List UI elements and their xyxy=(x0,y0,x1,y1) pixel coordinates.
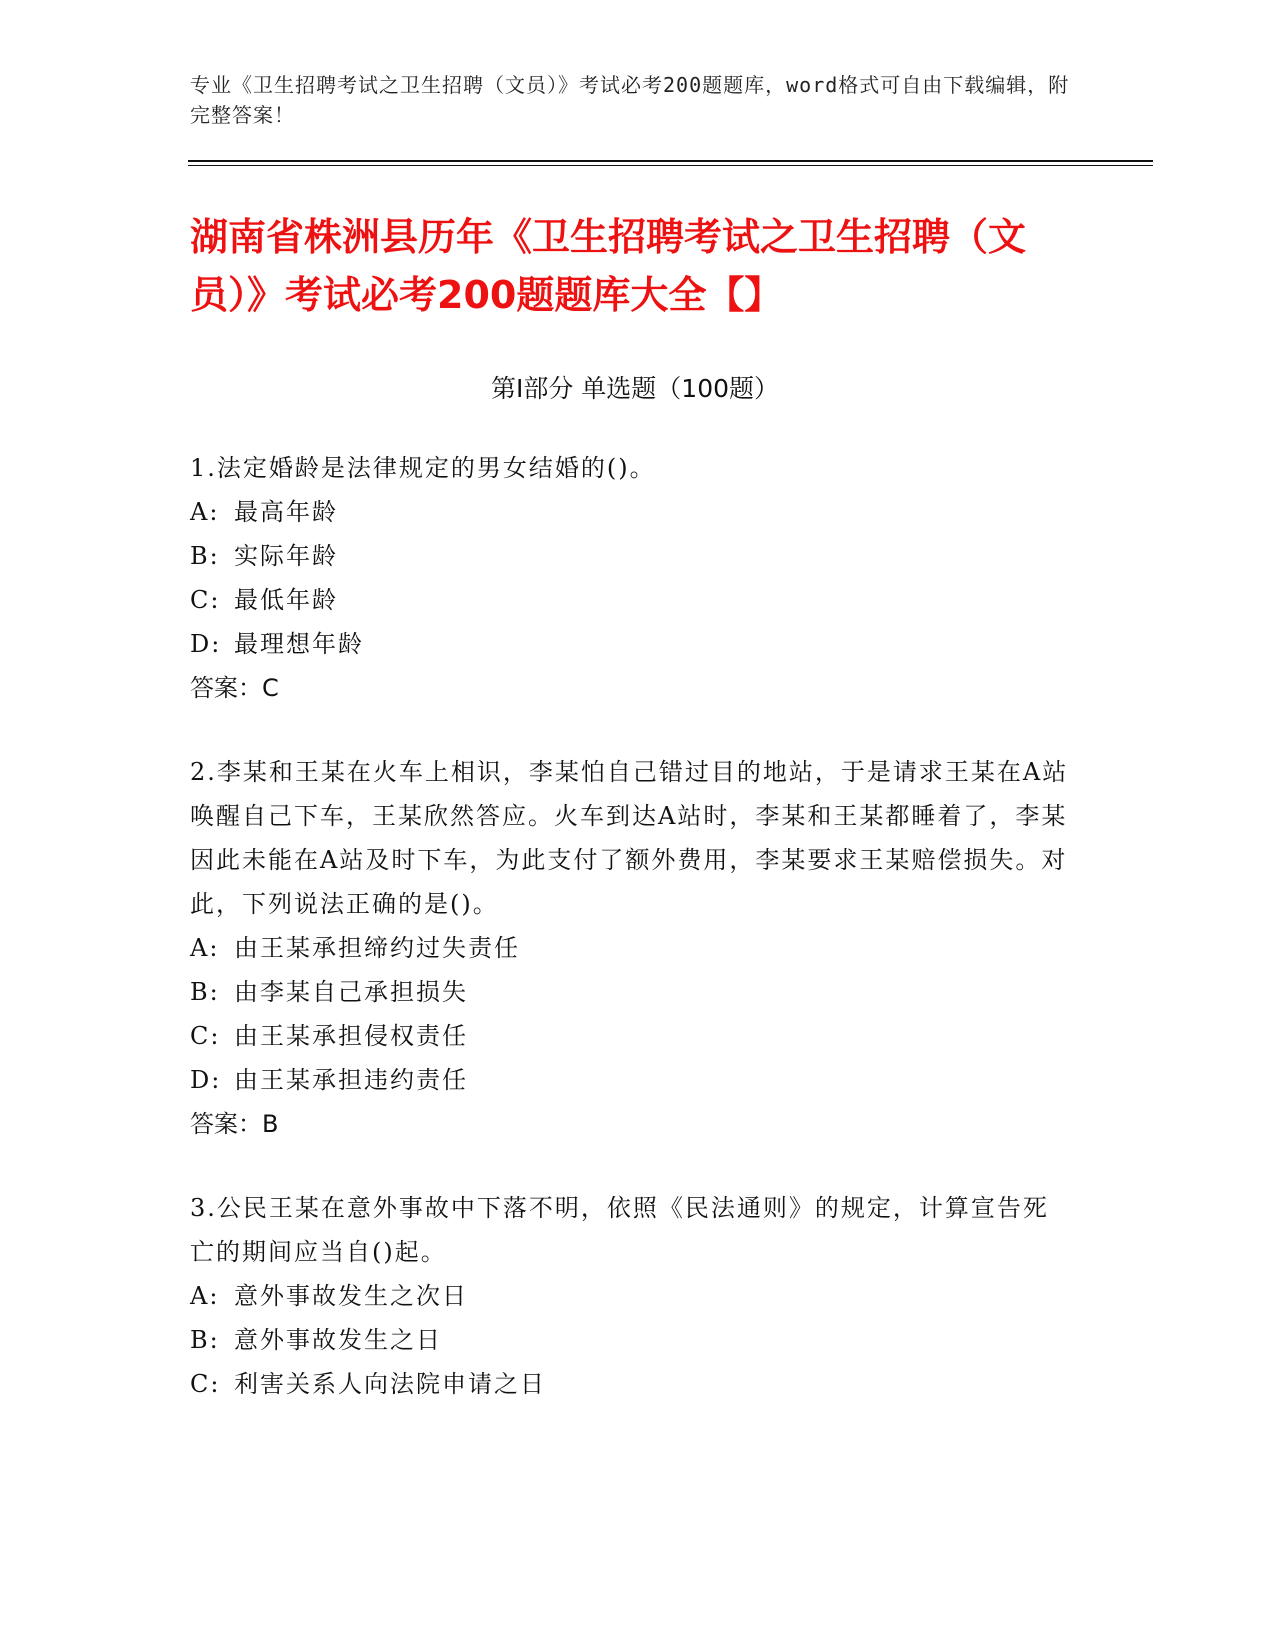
document-title: 湖南省株洲县历年《卫生招聘考试之卫生招聘（文员）》考试必考200题题库大全【】 xyxy=(190,215,1027,317)
option-b xyxy=(190,970,1105,1014)
question-stem: 1.法定婚龄是法律规定的男女结婚的()。 xyxy=(190,454,656,482)
question-list xyxy=(190,446,1105,1406)
option-letter: B: xyxy=(190,1326,220,1354)
option-text: 利害关系人向法院申请之日 xyxy=(234,1370,546,1398)
option-a xyxy=(190,926,1105,970)
option-letter: A: xyxy=(190,934,220,962)
question-stem: 3.公民王某在意外事故中下落不明，依照《民法通则》的规定，计算宣告死亡的期间应当自()起。 xyxy=(190,1194,1049,1266)
option-text: 最低年龄 xyxy=(234,586,338,614)
question-2 xyxy=(190,750,1105,1146)
question-stem: 2.李某和王某在火车上相识，李某怕自己错过目的地站，于是请求王某在A站唤醒自己下车，王某欣然答应。火车到达A站时，李某和王某都睡着了，李某因此未能在A站及时下车，为此支付了额外费用，李某要求王某赔偿损失。对此，下列说法正确的是()。 xyxy=(190,758,1069,918)
option-letter: A: xyxy=(190,498,220,526)
divider-thin-line xyxy=(188,165,1153,166)
option-text: 由王某承担缔约过失责任 xyxy=(234,934,520,962)
option-c xyxy=(190,1362,1105,1406)
answer-line: 答案：C xyxy=(190,674,279,702)
option-text: 意外事故发生之日 xyxy=(234,1326,442,1354)
question-1 xyxy=(190,446,1105,710)
option-text: 由李某自己承担损失 xyxy=(234,978,468,1006)
option-d xyxy=(190,622,1105,666)
option-a xyxy=(190,490,1105,534)
option-b xyxy=(190,534,1105,578)
option-text: 最理想年龄 xyxy=(234,630,364,658)
option-letter: C: xyxy=(190,1370,221,1398)
option-letter: D: xyxy=(190,1066,222,1094)
option-c xyxy=(190,578,1105,622)
section-heading: 第Ⅰ部分 单选题（100题） xyxy=(490,374,780,403)
option-c xyxy=(190,1014,1105,1058)
answer-line: 答案：B xyxy=(190,1110,279,1138)
header-note: 专业《卫生招聘考试之卫生招聘（文员）》考试必考200题题库，word格式可自由下载编辑，附完整答案！ xyxy=(190,73,1070,127)
divider-thick-line xyxy=(188,160,1153,162)
option-text: 实际年龄 xyxy=(234,542,338,570)
option-letter: D: xyxy=(190,630,222,658)
option-text: 最高年龄 xyxy=(234,498,338,526)
option-letter: A: xyxy=(190,1282,220,1310)
option-letter: B: xyxy=(190,978,220,1006)
option-letter: B: xyxy=(190,542,220,570)
option-a xyxy=(190,1274,1105,1318)
option-letter: C: xyxy=(190,586,221,614)
option-text: 由王某承担侵权责任 xyxy=(234,1022,468,1050)
option-text: 由王某承担违约责任 xyxy=(234,1066,468,1094)
header-divider xyxy=(188,160,1153,166)
option-b xyxy=(190,1318,1105,1362)
question-3 xyxy=(190,1186,1105,1406)
option-text: 意外事故发生之次日 xyxy=(234,1282,468,1310)
option-d xyxy=(190,1058,1105,1102)
option-letter: C: xyxy=(190,1022,221,1050)
